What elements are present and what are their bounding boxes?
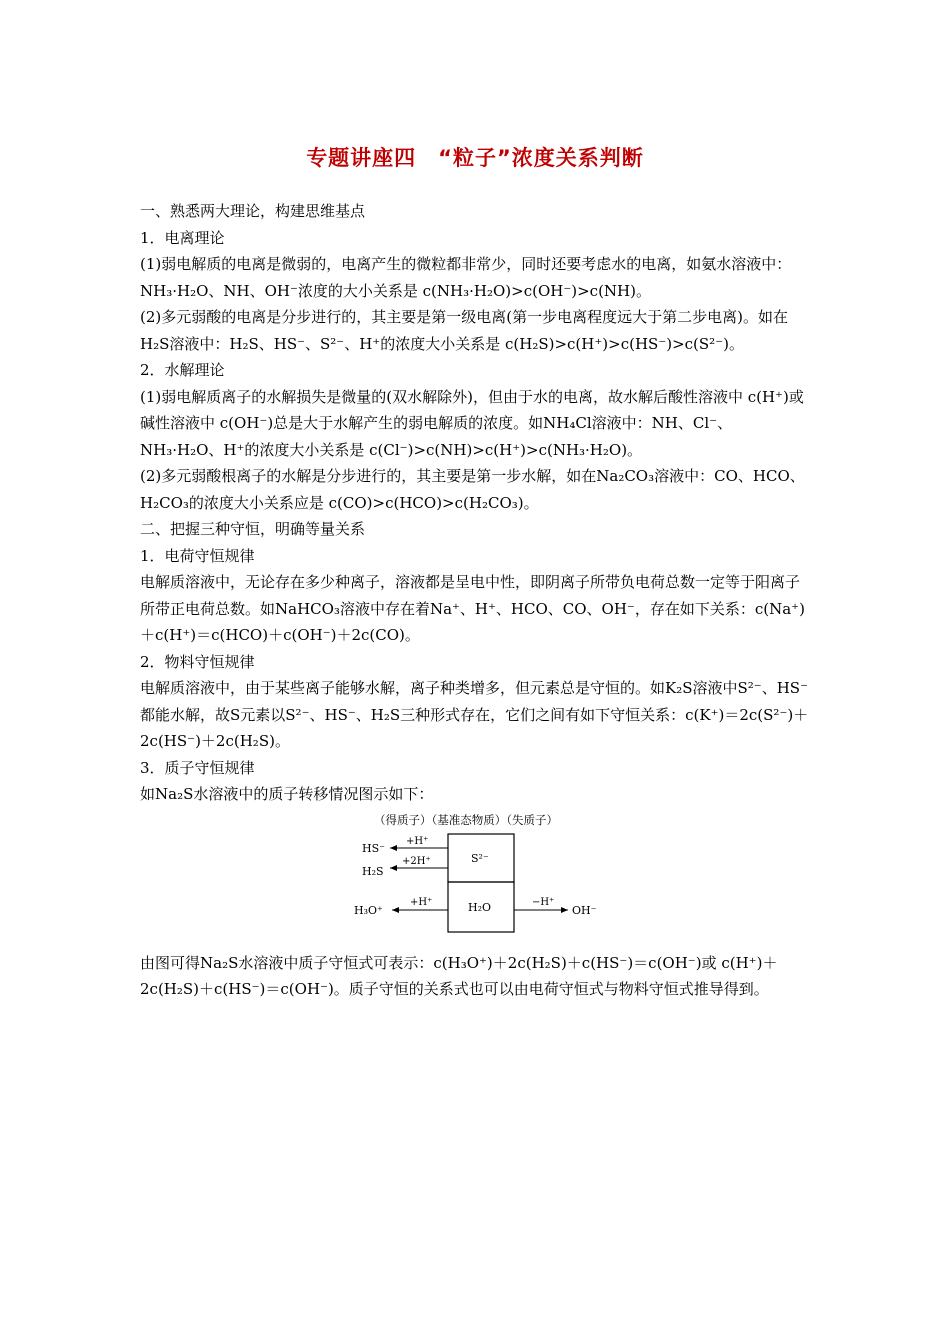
species-hs-minus: HS⁻ <box>362 841 385 855</box>
subheading-charge-conservation: 1．电荷守恒规律 <box>140 546 255 565</box>
paragraph-material-conservation: 电解质溶液中，由于某些离子能够水解，离子种类增多，但元素总是守恒的。如K₂S溶液中S²⁻、HS⁻都能水解，故S元素以S²⁻、HS⁻、H₂S三种形式存在，它们之间有如下守恒关系：c(K⁺)＝2c(S²⁻)＋2c(HS⁻)＋2c(H₂S)。 <box>140 679 809 750</box>
paragraph-hydrolysis-1: (1)弱电解质离子的水解损失是微量的(双水解除外)，但由于水的电离，故水解后酸性溶液中 c(H⁺)或碱性溶液中 c(OH⁻)总是大于水解产生的弱电解质的浓度。如NH₄Cl溶液中：NH、Cl⁻、NH₃·H₂O、H⁺的浓度大小关系是 c(Cl⁻)>c(NH)>c(H⁺)>c(NH₃·H₂O)。 <box>140 387 804 459</box>
box-bottom-label: H₂O <box>468 900 492 914</box>
page-title: 专题讲座四 “粒子”浓度关系判断 <box>306 146 644 170</box>
subheading-ionization: 1．电离理论 <box>140 228 225 247</box>
subheading-hydrolysis: 2．水解理论 <box>140 361 225 379</box>
paragraph-charge-conservation: 电解质溶液中，无论存在多少种离子，溶液都是呈电中性，即阴离子所带负电荷总数一定等于阳离子所带正电荷总数。如NaHCO₃溶液中存在着Na⁺、H⁺、HCO、CO、OH⁻，存在如下关系：c(Na⁺)＋c(H⁺)＝c(HCO)＋c(OH⁻)＋2c(CO)。 <box>140 573 805 644</box>
paragraph-hydrolysis-2: (2)多元弱酸根离子的水解是分步进行的，其主要是第一步水解，如在Na₂CO₃溶液中：CO、HCO、H₂CO₃的浓度大小关系应是 c(CO)>c(HCO)>c(H₂CO₃)。 <box>140 467 805 512</box>
species-h2s: H₂S <box>362 864 384 878</box>
box-top-label: S²⁻ <box>471 851 489 865</box>
species-h3o-plus: H₃O⁺ <box>354 903 383 917</box>
species-oh-minus: OH⁻ <box>572 903 597 917</box>
paragraph-proton-conclusion: 由图可得Na₂S水溶液中质子守恒式可表示：c(H₃O⁺)＋2c(H₂S)＋c(HS⁻)＝c(OH⁻)或 c(H⁺)＋2c(H₂S)＋c(HS⁻)＝c(OH⁻)。质子守恒的关系式也可以由电荷守恒式与物料守恒式推导得到。 <box>140 953 778 998</box>
section-heading-2: 二、把握三种守恒，明确等量关系 <box>140 520 366 538</box>
subheading-material-conservation: 2．物料守恒规律 <box>140 652 255 671</box>
diagram-header: （得质子）（基准态物质）（失质子） <box>374 812 558 827</box>
subheading-proton-conservation: 3．质子守恒规律 <box>140 758 255 777</box>
document-body <box>140 198 812 1003</box>
arrow-bottom-label: +H⁺ <box>410 896 433 908</box>
paragraph-ionization-2: (2)多元弱酸的电离是分步进行的，其主要是第一级电离(第一步电离程度远大于第二步电离)。如在H₂S溶液中：H₂S、HS⁻、S²⁻、H⁺的浓度大小关系是 c(H₂S)>c(H⁺)>c(HS⁻)>c(S²⁻)。 <box>140 308 788 353</box>
proton-transfer-diagram <box>140 810 812 944</box>
arrow-top-label: +H⁺ <box>406 835 429 847</box>
paragraph-ionization-1: (1)弱电解质的电离是微弱的，电离产生的微粒都非常少，同时还要考虑水的电离，如氨水溶液中：NH₃·H₂O、NH、OH⁻浓度的大小关系是 c(NH₃·H₂O)>c(OH⁻)>c(NH)。 <box>140 255 792 300</box>
paragraph-proton-intro: 如Na₂S水溶液中的质子转移情况图示如下： <box>140 785 434 803</box>
arrow-mid-label: +2H⁺ <box>402 855 431 867</box>
arrow-right-label: −H⁺ <box>532 896 555 908</box>
section-heading-1: 一、熟悉两大理论，构建思维基点 <box>140 202 366 220</box>
proton-diagram-svg <box>140 810 812 944</box>
